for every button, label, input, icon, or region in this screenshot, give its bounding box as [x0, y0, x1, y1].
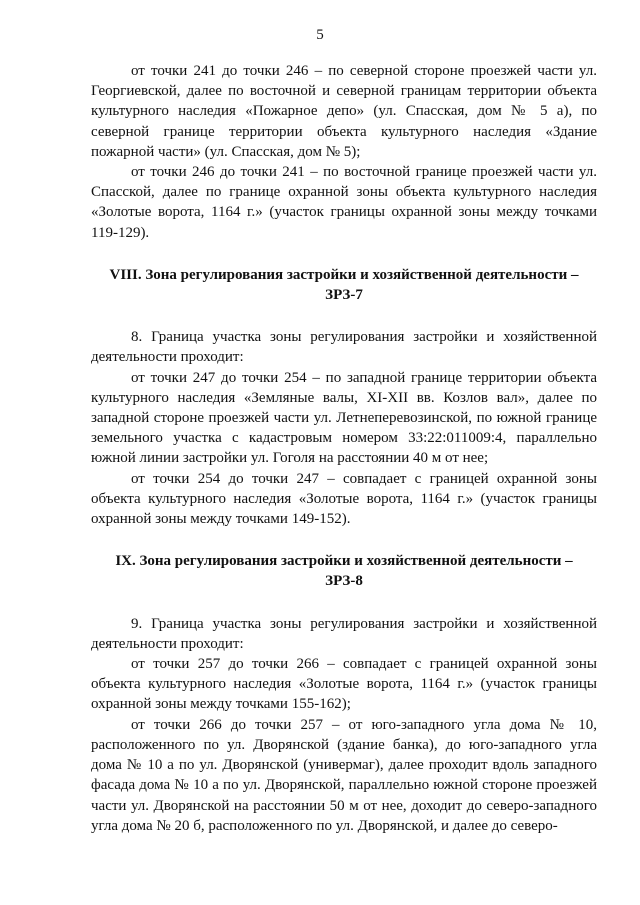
paragraph: от точки 246 до точки 241 – по восточной границе проезжей части ул. Спасской, далее по границе охранной зоны объекта культурного наследия «Золотые ворота, 1164 г.» (участок границы охранной зоны между точками 119-129). [91, 164, 597, 241]
paragraph: 9. Граница участка зоны регулирования застройки и хозяйственной деятельности проходит: [91, 615, 597, 652]
page-body [91, 61, 597, 836]
section-heading: IX. Зона регулирования застройки и хозяйственной деятельности – [115, 553, 573, 570]
paragraph: от точки 254 до точки 247 – совпадает с границей охранной зоны объекта культурного наследия «Золотые ворота, 1164 г.» (участок границы охранной зоны между точками 149-152). [91, 470, 597, 528]
spacer [91, 529, 597, 551]
section-heading-code: ЗРЗ-8 [325, 573, 363, 590]
paragraph: от точки 266 до точки 257 – от юго-западного угла дома № 10, расположенного по ул. Дворянской (здание банка), до юго-западного угла дома № 10 а по ул. Дворянской (универмаг), далее проходит вдоль западного фасада дома № 10 а по ул. Дворянской, параллельно южной стороне проезжей части ул. Дворянской на расстоянии 50 м от нее, доходит до северо-западного угла дома № 20 б, расположенного по ул. Дворянской, и далее до северо- [91, 716, 597, 834]
paragraph: от точки 247 до точки 254 – по западной границе территории объекта культурного наследия «Земляные валы, XI-XII вв. Козлов вал», далее по западной стороне проезжей части ул. Летнеперевозинской, по южной границе земельного участка с кадастровым номером 33:22:011009:4, параллельно южной линии застройки ул. Гоголя на расстоянии 40 м от нее; [91, 369, 597, 467]
spacer [91, 243, 597, 265]
spacer [91, 305, 597, 327]
paragraph: от точки 241 до точки 246 – по северной стороне проезжей части ул. Георгиевской, далее по восточной и северной границам территории объекта культурного наследия «Пожарное депо» (ул. Спасская, дом № 5 а), по северной границе территории объекта культурного наследия «Здание пожарной части» (ул. Спасская, дом № 5); [91, 63, 597, 160]
section-heading-code: ЗРЗ-7 [325, 287, 363, 304]
spacer [91, 592, 597, 614]
paragraph: от точки 257 до точки 266 – совпадает с границей охранной зоны объекта культурного наследия «Золотые ворота, 1164 г.» (участок границы охранной зоны между точками 155-162); [91, 656, 597, 713]
page-number: 5 [316, 27, 324, 43]
paragraph: 8. Граница участка зоны регулирования застройки и хозяйственной деятельности проходит: [91, 329, 597, 366]
section-heading: VIII. Зона регулирования застройки и хозяйственной деятельности – [109, 266, 579, 283]
